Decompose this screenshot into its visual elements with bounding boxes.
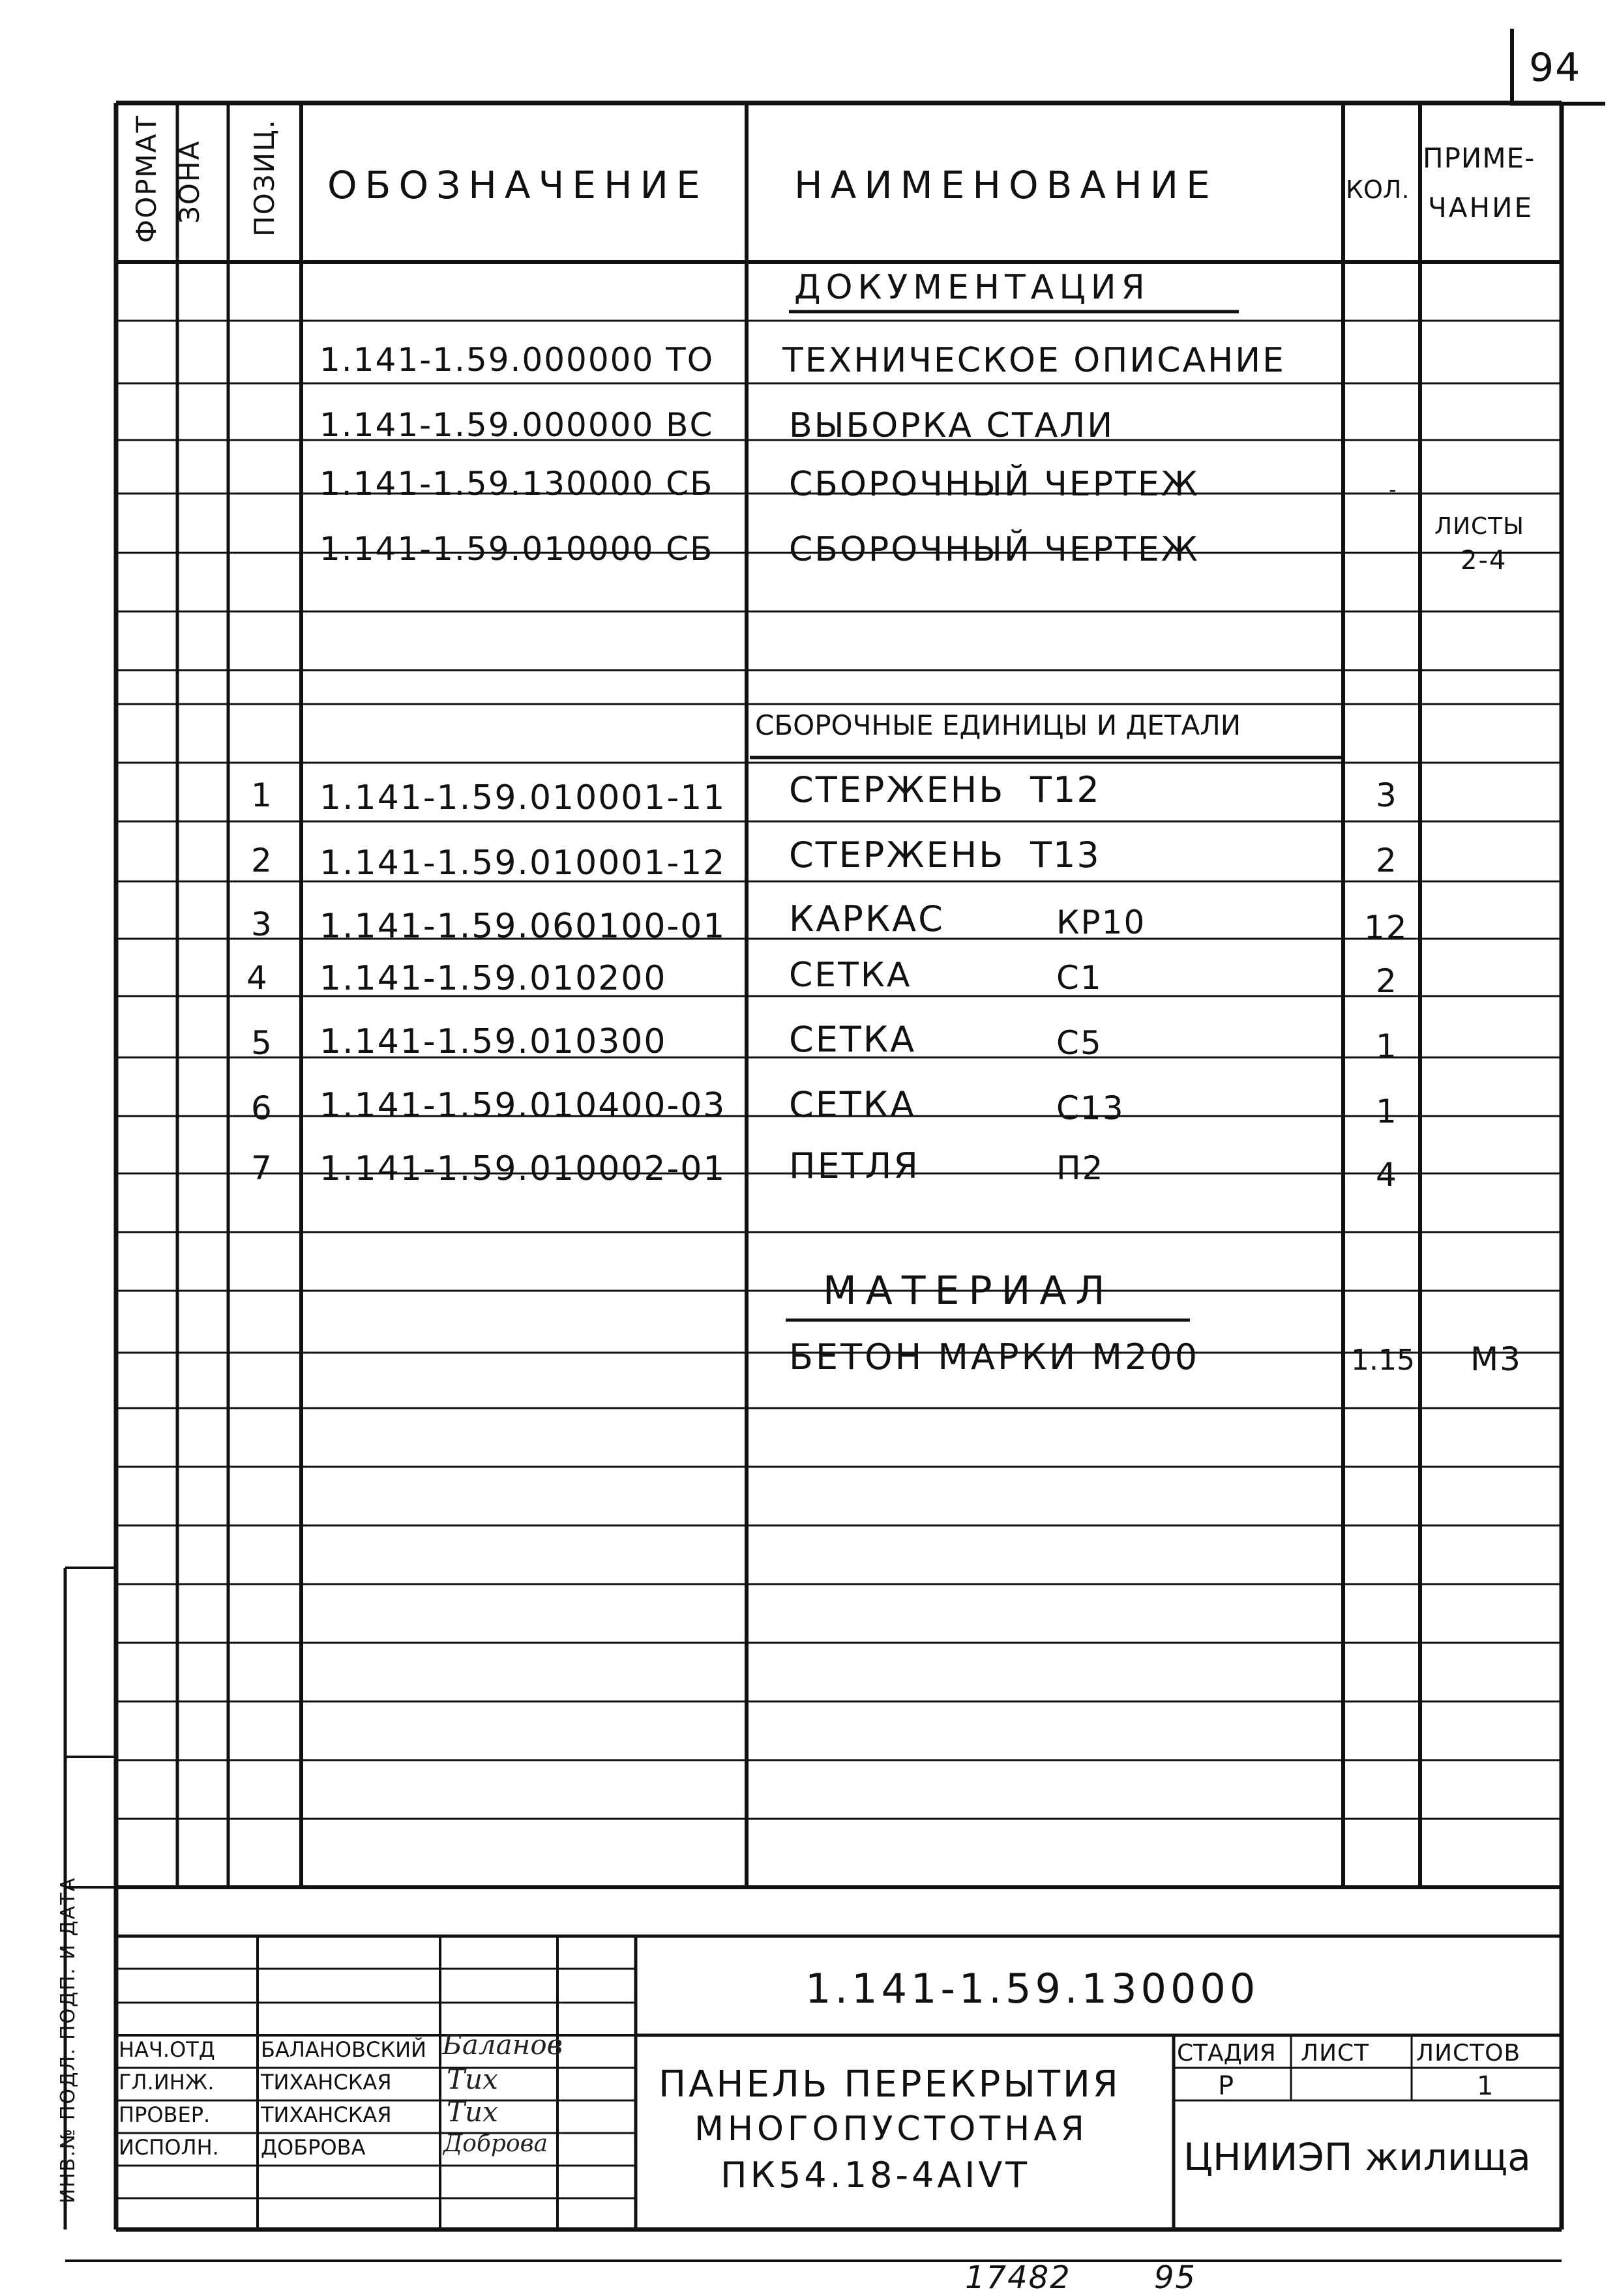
part-5-qty: 1 xyxy=(1376,1027,1398,1065)
role-3: ПРОВЕР. xyxy=(119,2102,211,2127)
part-4-mark: С1 xyxy=(1056,959,1103,997)
role-4-signature: Доброва xyxy=(443,2130,548,2157)
section-material: МАТЕРИАЛ xyxy=(823,1268,1114,1314)
role-1-signature: Баланов xyxy=(442,2029,563,2061)
material-1-qty: 1.15 xyxy=(1351,1344,1415,1377)
header-designation: ОБОЗНАЧЕНИЕ xyxy=(327,163,708,207)
part-1-qty: 3 xyxy=(1376,776,1398,814)
part-4-designation: 1.141-1.59.010200 xyxy=(319,959,667,998)
part-4-pos: 4 xyxy=(246,959,269,997)
role-1-name: БАЛАНОВСКИЙ xyxy=(261,2037,426,2062)
part-5-designation: 1.141-1.59.010300 xyxy=(319,1022,667,1061)
part-3-name: КАРКАС xyxy=(789,898,945,939)
role-4: ИСПОЛН. xyxy=(119,2135,219,2160)
sheets-label: ЛИСТОВ xyxy=(1416,2040,1521,2067)
header-note-line1: ПРИМЕ- xyxy=(1423,142,1535,174)
part-1-name: СТЕРЖЕНЬ xyxy=(789,769,1005,810)
header-qty: КОЛ. xyxy=(1346,175,1410,204)
role-3-name: ТИХАНСКАЯ xyxy=(261,2102,392,2127)
stage-value: Р xyxy=(1218,2071,1236,2101)
role-2-signature: Тих xyxy=(447,2063,498,2095)
doc-1-name: ТЕХНИЧЕСКОЕ ОПИСАНИЕ xyxy=(782,341,1286,380)
part-3-pos: 3 xyxy=(251,905,273,943)
part-6-pos: 6 xyxy=(251,1089,273,1127)
part-2-name: СТЕРЖЕНЬ xyxy=(789,834,1005,876)
part-2-designation: 1.141-1.59.010001-12 xyxy=(319,844,726,883)
doc-3-qty: - xyxy=(1389,477,1398,502)
doc-3-designation: 1.141-1.59.130000 СБ xyxy=(319,465,714,503)
part-2-qty: 2 xyxy=(1376,842,1398,879)
doc-4-name: СБОРОЧНЫЙ ЧЕРТЕЖ xyxy=(789,530,1200,569)
part-2-pos: 2 xyxy=(251,842,273,879)
title-line-2: МНОГОПУСТОТНАЯ xyxy=(694,2110,1088,2149)
section-assemblies: СБОРОЧНЫЕ ЕДИНИЦЫ И ДЕТАЛИ xyxy=(755,709,1241,741)
title-line-1: ПАНЕЛЬ ПЕРЕКРЫТИЯ xyxy=(659,2063,1121,2106)
part-1-mark: Т12 xyxy=(1030,769,1101,810)
header-zone: ЗОНА xyxy=(173,140,205,224)
part-6-name: СЕТКА xyxy=(789,1084,917,1125)
role-2: ГЛ.ИНЖ. xyxy=(119,2070,215,2095)
part-3-designation: 1.141-1.59.060100-01 xyxy=(319,907,726,946)
part-1-pos: 1 xyxy=(251,776,273,814)
document-code: 1.141-1.59.130000 xyxy=(805,1965,1260,2012)
left-margin-label: ИНВ.№ ПОДЛ. ПОДП. И ДАТА xyxy=(57,1876,80,2203)
material-1-unit: М3 xyxy=(1470,1340,1522,1378)
doc-4-designation: 1.141-1.59.010000 СБ xyxy=(319,530,714,568)
title-line-3: ПК54.18-4АIVТ xyxy=(720,2155,1031,2196)
part-4-qty: 2 xyxy=(1376,962,1398,1000)
bottom-number-right: 95 xyxy=(1154,2259,1197,2296)
header-name: НАИМЕНОВАНИЕ xyxy=(794,163,1218,207)
material-1-name: БЕТОН МАРКИ М200 xyxy=(789,1336,1200,1377)
sheet-label: ЛИСТ xyxy=(1301,2040,1370,2067)
part-1-designation: 1.141-1.59.010001-11 xyxy=(319,778,726,817)
part-7-name: ПЕТЛЯ xyxy=(789,1145,920,1186)
doc-1-designation: 1.141-1.59.000000 ТО xyxy=(319,341,715,379)
doc-4-note-line1: ЛИСТЫ xyxy=(1434,513,1524,540)
part-6-mark: С13 xyxy=(1056,1089,1125,1127)
sheets-value: 1 xyxy=(1477,2071,1495,2101)
part-4-name: СЕТКА xyxy=(789,956,912,995)
part-7-qty: 4 xyxy=(1376,1156,1398,1194)
role-4-name: ДОБРОВА xyxy=(261,2135,366,2160)
part-7-pos: 7 xyxy=(251,1149,273,1187)
section-documentation: ДОКУМЕНТАЦИЯ xyxy=(794,268,1150,307)
part-6-designation: 1.141-1.59.010400-03 xyxy=(319,1086,726,1125)
role-2-name: ТИХАНСКАЯ xyxy=(261,2070,392,2095)
part-7-mark: П2 xyxy=(1056,1149,1105,1187)
stage-label: СТАДИЯ xyxy=(1177,2040,1276,2067)
doc-2-designation: 1.141-1.59.000000 ВС xyxy=(319,406,714,444)
bottom-number-left: 17482 xyxy=(965,2259,1071,2296)
doc-2-name: ВЫБОРКА СТАЛИ xyxy=(789,406,1115,445)
sheet-number: 94 xyxy=(1529,45,1582,91)
role-1: НАЧ.ОТД xyxy=(119,2037,215,2062)
part-5-name: СЕТКА xyxy=(789,1019,917,1060)
part-7-designation: 1.141-1.59.010002-01 xyxy=(319,1149,726,1188)
doc-4-note-line2: 2-4 xyxy=(1461,546,1507,576)
role-3-signature: Тих xyxy=(447,2096,498,2128)
part-6-qty: 1 xyxy=(1376,1093,1398,1130)
header-position: ПОЗИЦ. xyxy=(248,119,280,237)
part-2-mark: Т13 xyxy=(1030,834,1101,876)
header-note-line2: ЧАНИЕ xyxy=(1428,192,1534,224)
doc-3-name: СБОРОЧНЫЙ ЧЕРТЕЖ xyxy=(789,465,1200,504)
part-3-mark: КР10 xyxy=(1056,904,1146,941)
organization: ЦНИИЭП жилища xyxy=(1183,2135,1531,2179)
header-format: ФОРМАТ xyxy=(130,114,162,243)
part-5-mark: С5 xyxy=(1056,1024,1103,1062)
part-3-qty: 12 xyxy=(1364,909,1408,947)
part-5-pos: 5 xyxy=(251,1024,273,1062)
